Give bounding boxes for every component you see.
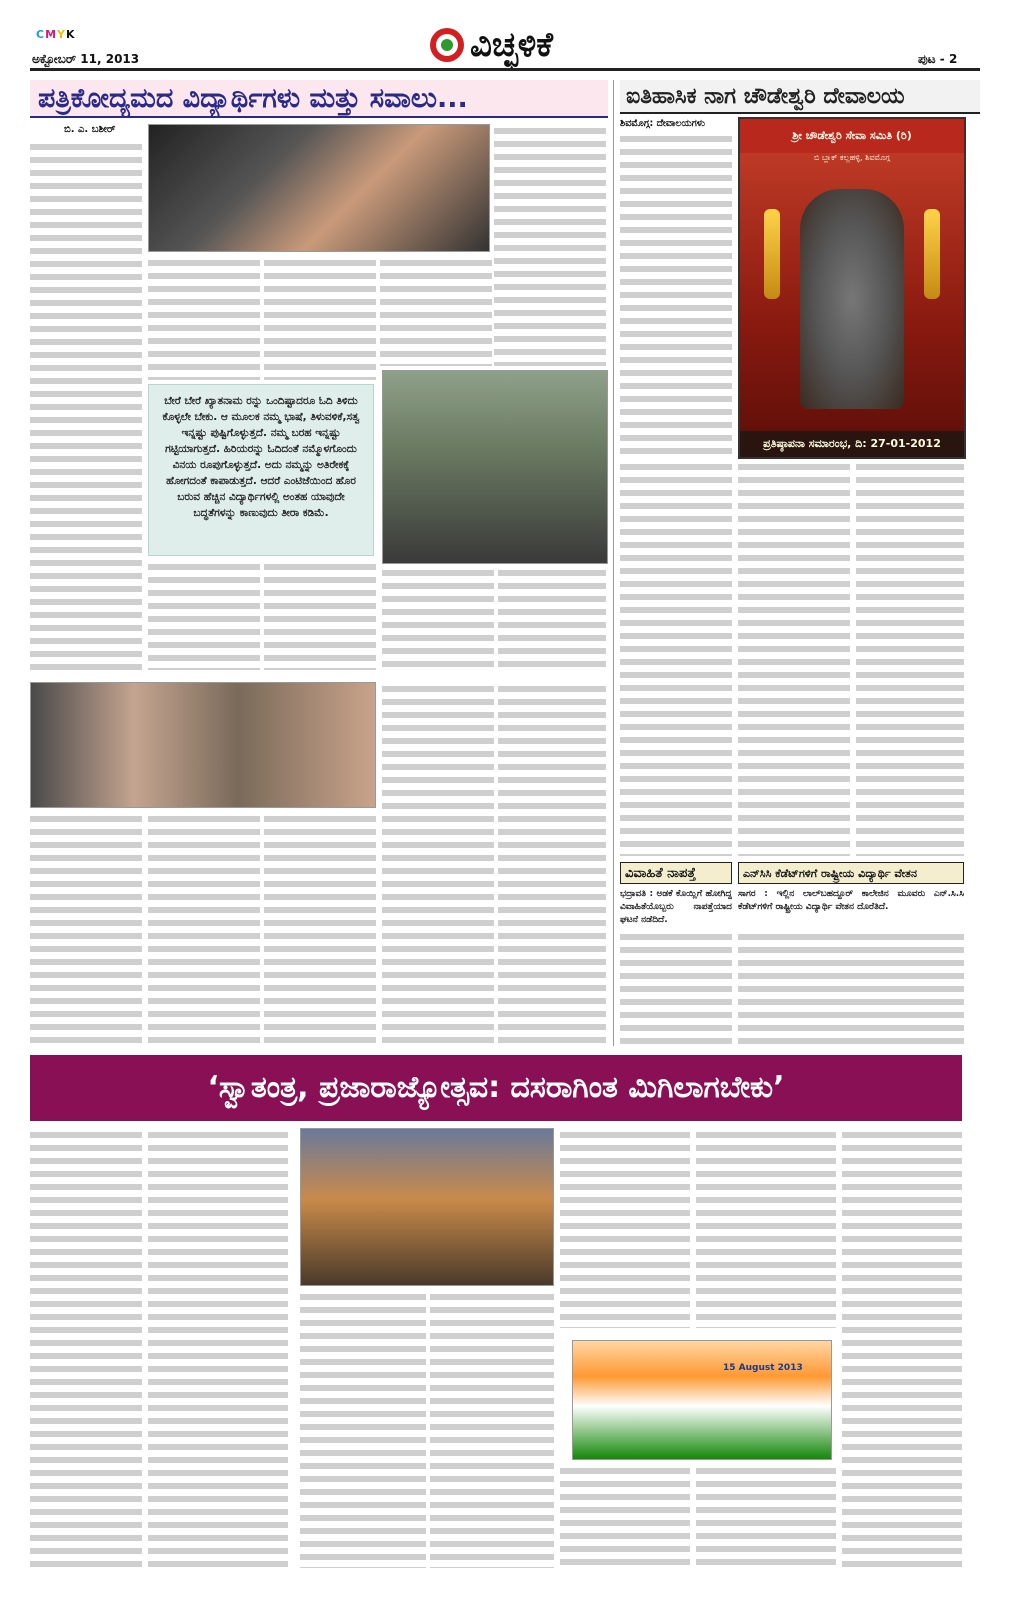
mysore-palace-photo — [300, 1128, 554, 1286]
article-2-column-3 — [738, 460, 850, 856]
article-5-headline: ‘ಸ್ವಾತಂತ್ರ, ಪ್ರಜಾರಾಜ್ಯೋತ್ಸವ: ದಸರಾಗಿಂತ ಮಿಗಿಲಾಗಬೇಕು’ — [30, 1055, 962, 1121]
masthead — [430, 22, 553, 68]
newspaper-logo-icon — [430, 28, 464, 62]
shrine-footer: ಪ್ರತಿಷ್ಠಾಪನಾ ಸಮಾರಂಭ, ದಿ: 27-01-2012 — [740, 431, 964, 457]
article-3-headline: ವಿವಾಹಿತೆ ನಾಪತ್ತೆ — [620, 862, 732, 884]
article-5-column-5 — [560, 1128, 690, 1328]
independence-caption: 15 August 2013 — [723, 1363, 803, 1373]
header-rule — [30, 68, 980, 71]
column-divider — [613, 80, 614, 1046]
article-5-column-8 — [560, 1464, 690, 1568]
reporter-photo — [382, 370, 608, 564]
article-4-column — [738, 930, 964, 1044]
lamp-right-icon — [924, 209, 940, 299]
article-4-lead: ಸಾಗರ : ಇಲ್ಲಿನ ಲಾಲ್‌ಬಹದ್ದೂರ್ ಕಾಲೇಜಿನ ಮೂವರು ಎನ್.ಸಿ.ಸಿ ಕೆಡೆಟ್‌ಗಳಿಗೆ ರಾಷ್ಟ್ರೀಯ ವಿದ್ಯಾರ್ಥಿ ವೇತನ ದೊರೆತಿದೆ. — [738, 889, 964, 913]
article-1-column-12 — [264, 812, 376, 1044]
issue-date: ಅಕ್ಟೋಬರ್ 11, 2013 — [32, 52, 140, 66]
article-1-headline: ಪತ್ರಿಕೋದ್ಯಮದ ವಿದ್ಯಾರ್ಥಿಗಳು ಮತ್ತು ಸವಾಲು... — [30, 80, 608, 118]
article-5-column-3 — [300, 1290, 426, 1568]
page-number: ಪುಟ - 2 — [918, 52, 958, 66]
article-5-column-9 — [696, 1464, 836, 1568]
shrine-banner: ಶ್ರೀ ಚೌಡೇಶ್ವರಿ ಸೇವಾ ಸಮಿತಿ (ರಿ) — [740, 119, 964, 153]
shrine-subtitle: ಬಿ ಬ್ಲಾಕ್ ಕಲ್ಲಹಳ್ಳಿ, ಶಿವಮೊಗ್ಗ — [814, 153, 890, 162]
article-1-column-4 — [380, 256, 492, 366]
article-4-headline: ಎನ್‌ಸಿಸಿ ಕೆಡೆಟ್‌ಗಳಿಗೆ ರಾಷ್ಟ್ರೀಯ ವಿದ್ಯಾರ್ಥಿ ವೇತನ — [738, 862, 964, 884]
article-1-column-8 — [382, 566, 494, 670]
article-5-column-4 — [430, 1290, 554, 1568]
deity-statue — [800, 189, 904, 409]
article-3-column — [620, 930, 732, 1044]
pull-quote: ಬೇರೆ ಬೇರೆ ಖ್ಯಾತನಾಮ ರನ್ನು ಒಂದಿಷ್ಟಾದರೂ ಓದಿ ತಿಳಿದು ಕೊಳ್ಳಲೇ ಬೇಕು. ಆ ಮೂಲಕ ನಮ್ಮ ಭಾಷೆ, ತಿಳುವಳಿಕೆ,ಸತ್ವ ಇನ್ನಷ್ಟು ಪುಷ್ಟಿಗೊಳ್ಳುತ್ತದೆ. ನಮ್ಮ ಬರಹ ಇನ್ನಷ್ಟು ಗಟ್ಟಿಯಾಗುತ್ತದೆ. ಹಿರಿಯರನ್ನು ಓದಿದಂತೆ ನಮ್ಮೊಳಗೊಂದು ವಿನಯ ರೂಪುಗೊಳ್ಳುತ್ತದೆ. ಅದು ನಮ್ಮನ್ನು ಅತಿರೇಕಕ್ಕೆ ಹೋಗದಂತೆ ಕಾಪಾಡುತ್ತದೆ. ಆದರೆ ಎಂಟಿಜೆಯಿಂದ ಹೊರ ಬರುವ ಹೆಚ್ಚಿನ ವಿದ್ಯಾರ್ಥಿಗಳಲ್ಲಿ ಅಂತಹ ಯಾವುದೇ ಬದ್ಧತೆಗಳನ್ನು ಕಾಣುವುದು ತೀರಾ ಕಡಿಮೆ. — [148, 384, 374, 556]
newspaper-title: ವಿಚ್ಛಳಿಕೆ — [470, 25, 553, 65]
graduates-photo — [148, 124, 490, 252]
article-2-column-2 — [620, 460, 732, 856]
article-1-column-9 — [498, 566, 606, 670]
article-1-column-13 — [382, 682, 494, 1044]
article-1-column-2 — [148, 256, 260, 380]
article-5-column-1 — [30, 1128, 142, 1568]
article-5-column-7 — [842, 1128, 962, 1568]
article-1-column-3 — [264, 256, 376, 380]
lamp-left-icon — [764, 209, 780, 299]
students-camera-photo — [30, 682, 376, 808]
article-1-column-14 — [498, 682, 606, 1044]
article-5-column-6 — [696, 1128, 836, 1328]
article-1-column-11 — [148, 812, 260, 1044]
article-1-column-1 — [30, 140, 142, 670]
article-5-column-2 — [148, 1128, 288, 1568]
article-3-lead: ಭದ್ರಾವತಿ : ಅಡಕೆ ಕೊಯ್ಲಿಗೆ ಹೋಗಿದ್ದ ವಿವಾಹಿತೆಯೊಬ್ಬರು ನಾಪತ್ತೆಯಾದ ಘಟನೆ ನಡೆದಿದೆ. — [620, 889, 732, 926]
independence-day-photo — [572, 1340, 832, 1460]
article-1-byline: ಬಿ. ಎ. ಬಶೀರ್ — [64, 124, 116, 135]
article-1-column-6 — [148, 560, 260, 670]
article-2-dateline: ಶಿವಮೊಗ್ಗ: ದೇವಾಲಯಗಳು — [620, 118, 705, 129]
article-1-column-10 — [30, 812, 142, 1044]
article-2-column-1 — [620, 132, 732, 454]
temple-deity-photo — [738, 117, 966, 459]
article-2-headline: ಐತಿಹಾಸಿಕ ನಾಗ ಚೌಡೇಶ್ವರಿ ದೇವಾಲಯ — [620, 80, 980, 114]
article-1-column-5 — [494, 124, 606, 366]
article-1-column-7 — [264, 560, 376, 670]
cmyk-marker: CMYK — [36, 28, 76, 41]
article-2-column-4 — [856, 460, 964, 856]
